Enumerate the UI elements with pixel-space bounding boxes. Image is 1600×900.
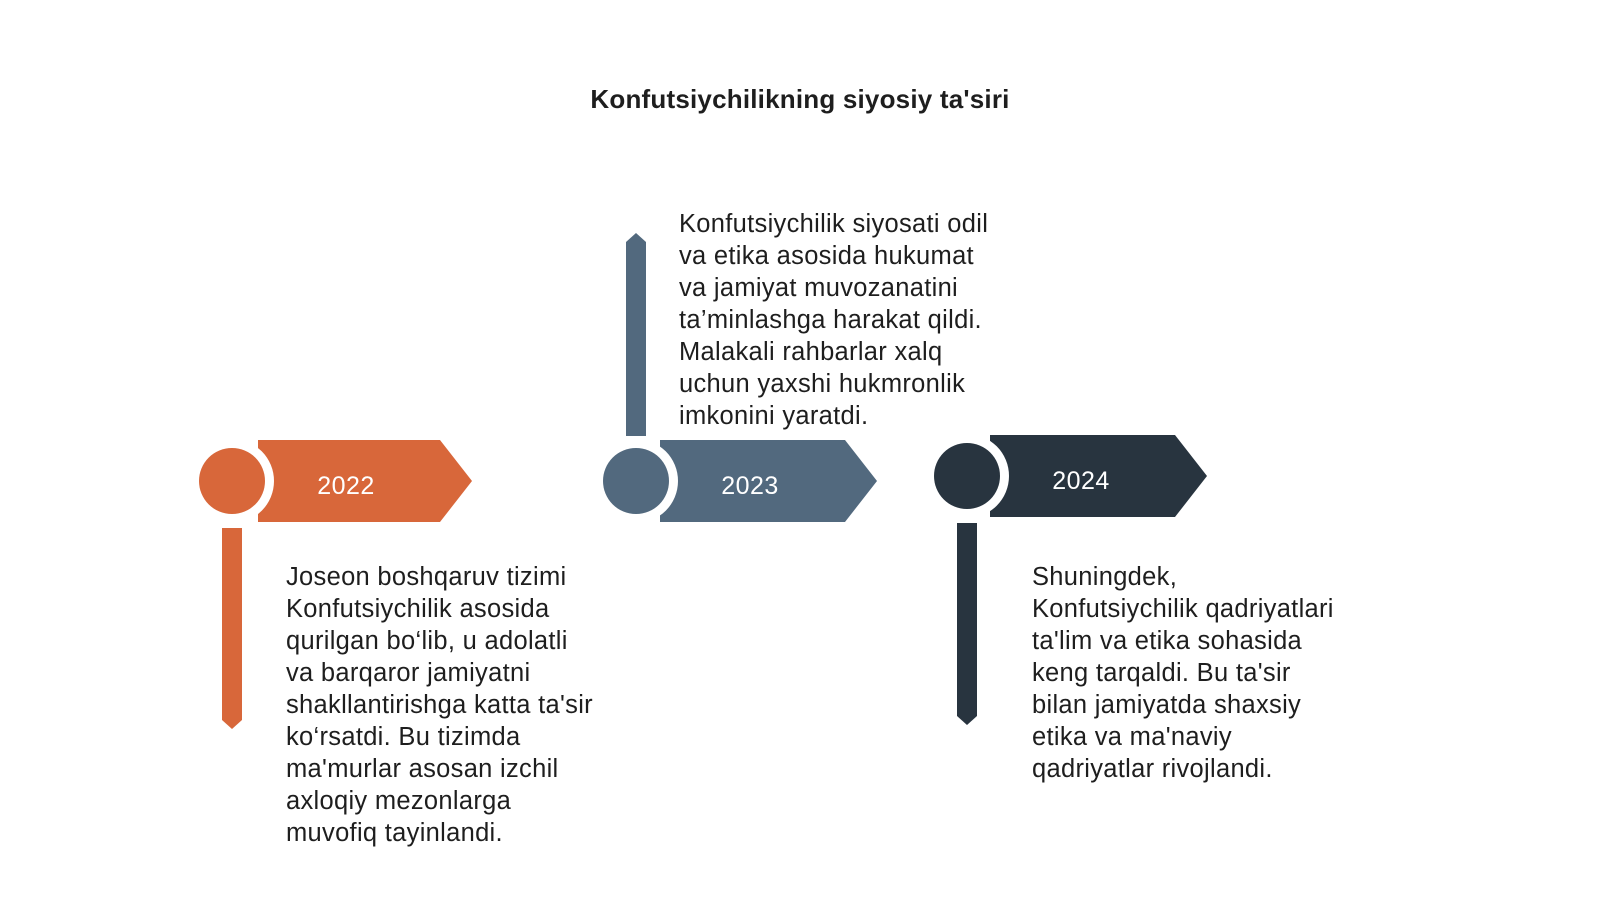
year-label-2024: 2024	[1052, 467, 1110, 495]
event-description-2024: Shuningdek, Konfutsiychilik qadriyatlari ta'lim va etika sohasida keng tarqaldi. Bu ta'sir bilan jamiyatda shaxsiy etika va ma'naviy qadriyatlar rivojlandi.	[1032, 563, 1334, 783]
year-label-2023: 2023	[721, 472, 779, 500]
year-label-2022: 2022	[317, 472, 375, 500]
diagram-title: Konfutsiychilikning siyosiy ta'siri	[590, 84, 1010, 114]
event-description-2022: Joseon boshqaruv tizimi Konfutsiychilik asosida qurilgan bo‘lib, u adolatli va barqaror jamiyatni shakllantirishga katta ta'sir ko‘rsatdi. Bu tizimda ma'murlar asosan izchil axloqiy mezonlarga muvofiq tayinlandi.	[286, 563, 593, 847]
marker-2024-dot	[934, 443, 1000, 509]
marker-2024-stem	[957, 523, 977, 725]
event-description-2023: Konfutsiychilik siyosati odil va etika asosida hukumat va jamiyat muvozanatini ta’minlashga harakat qildi. Malakali rahbarlar xalq uchun yaxshi hukmronlik imkonini yaratdi.	[679, 210, 989, 430]
